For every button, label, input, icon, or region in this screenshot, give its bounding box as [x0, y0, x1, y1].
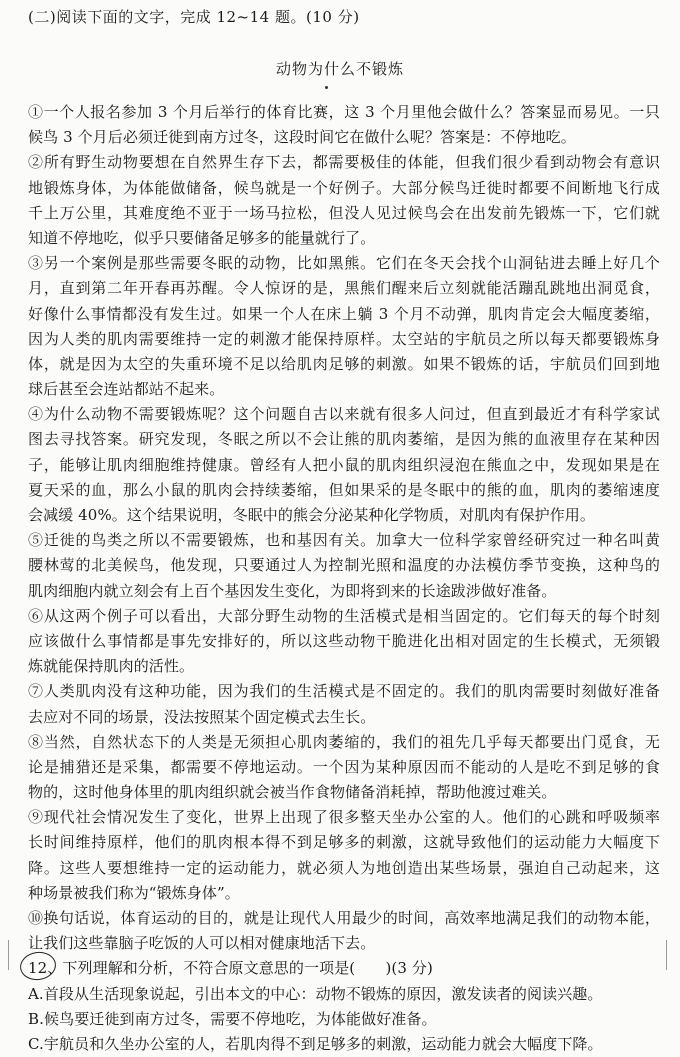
option-a: A.首段从生活现象说起，引出本文的中心：动物不锻炼的原因，激发读者的阅读兴趣。: [28, 984, 603, 1003]
text-line: 地锻炼身体，为体能做储备，候鸟就是一个好例子。大部分候鸟迁徙时都要不间断地飞行成: [28, 178, 660, 197]
text-line: ④为什么动物不需要锻炼呢？这个问题自古以来就有很多人问过，但直到最近才有科学家试: [28, 405, 660, 424]
text-line: ⑦人类肌肉没有这种功能，因为我们的生活模式是不固定的。我们的肌肉需要时刻做好准备: [28, 682, 660, 701]
decorative-dot: [325, 86, 328, 89]
question-stem-line: [28, 956, 660, 981]
text-line: 好像什么事情都没有发生过。如果一个人在床上躺 3 个月不动弹，肌肉肯定会大幅度萎缩，: [28, 304, 660, 323]
text-line: 图去寻找答案。研究发现，冬眠之所以不会让熊的肌肉萎缩，是因为熊的血液里存在某种因: [28, 430, 660, 449]
text-line: ③另一个案例是那些需要冬眠的动物，比如黑熊。它们在冬天会找个山洞钻进去睡上好几个: [28, 254, 660, 273]
option-c: C.宇航员和久坐办公室的人，若肌肉得不到足够多的刺激，运动能力就会大幅度下降。: [28, 1034, 603, 1053]
text-line: 知道不停地吃，似乎只要储备足够多的能量就行了。: [28, 228, 376, 247]
text-line: 球后甚至会连站都站不起来。: [28, 380, 225, 399]
text-line: 会减缓 40%。这个结果说明，冬眠中的熊会分泌某种化学物质，对肌肉有保护作用。: [28, 506, 596, 524]
margin-line: [8, 940, 9, 970]
text-line: 炼就能保持肌肉的活性。: [28, 657, 195, 676]
text-line: 去应对不同的场景，没法按照某个固定模式去生长。: [28, 707, 376, 726]
article-body: [28, 100, 660, 1057]
text-line: 应该做什么事情都是事先安排好的，所以这些动物干脆进化出相对固定的生长模式，无须锻: [28, 631, 660, 650]
text-line: 腰林莺的北美候鸟，他发现，只要通过人为控制光照和温度的办法模仿季节变换，这种鸟的: [28, 556, 660, 575]
text-line: 月，直到第二年开春再苏醒。令人惊讶的是，黑熊们醒来后立刻就能活蹦乱跳地出洞觅食，: [28, 279, 660, 298]
text-line: ①一个人报名参加 3 个月后举行的体育比赛，这 3 个月里他会做什么？答案显而易见。一只: [28, 103, 660, 121]
text-line: ②所有野生动物要想在自然界生存下去，都需要极佳的体能，但我们很少看到动物会有意识: [28, 153, 660, 172]
text-line: 因为人类的肌肉需要维持一定的刺激才能保持原样。太空站的宇航员之所以每天都要锻炼身: [28, 329, 660, 348]
option-b: B.候鸟要迁徙到南方过冬，需要不停地吃，为体能做好准备。: [28, 1009, 437, 1028]
text-line: ⑥从这两个例子可以看出，大部分野生动物的生活模式是相当固定的。它们每天的每个时刻: [28, 606, 660, 625]
text-line: 千上万公里，其难度绝不亚于一场马拉松，但没人见过候鸟会在出发前先锻炼一下，它们就: [28, 203, 660, 222]
text-line: 体，就是因为太空的失重环境不足以给肌肉足够的刺激。如果不锻炼的话，宇航员们回到地: [28, 354, 660, 373]
text-line: 夏天采的血，那么小鼠的肌肉会持续萎缩，但如果采的是冬眠中的熊的血，肌肉的萎缩速度: [28, 480, 660, 499]
text-line: ⑨现代社会情况发生了变化，世界上出现了很多整天坐办公室的人。他们的心跳和呼吸频率: [28, 808, 660, 827]
text-line: 物的，这时他身体里的肌肉组织就会被当作食物储备消耗掉，帮助他渡过难关。: [28, 783, 557, 802]
question-stem: 、下列理解和分析，不符合原文意思的一项是( )(3 分): [47, 959, 433, 978]
text-line: ⑧当然，自然状态下的人类是无须担心肌肉萎缩的，我们的祖先几乎每天都要出门觅食，无: [28, 732, 660, 751]
text-line: 候鸟 3 个月后必须迁徙到南方过冬，这段时间它在做什么呢？答案是：不停地吃。: [28, 128, 576, 147]
text-line: 种场景被我们称为“锻炼身体”。: [28, 883, 240, 902]
text-line: 论是捕猎还是采集，都需要不停地运动。一个因为某种原因而不能动的人是吃不到足够的食: [28, 757, 660, 776]
text-line: 肌肉细胞内就立刻会有上百个基因发生变化，为即将到来的长途跋涉做好准备。: [28, 581, 557, 600]
question-number: 12: [28, 956, 47, 981]
margin-line: [666, 940, 667, 970]
text-line: 降。这些人要想维持一定的运动能力，就必须人为地创造出某些场景，强迫自己动起来，这: [28, 858, 660, 877]
text-line: 子，能够让肌肉细胞维持健康。曾经有人把小鼠的肌肉组织浸泡在熊血之中，发现如果是在: [28, 455, 660, 474]
text-line: ⑩换句话说，体育运动的目的，就是让现代人用最少的时间，高效率地满足我们的动物本能，: [28, 909, 660, 927]
text-line: ⑤迁徙的鸟类之所以不需要锻炼，也和基因有关。加拿大一位科学家曾经研究过一种名叫黄: [28, 531, 660, 550]
text-line: 让我们这些靠脑子吃饭的人可以相对健康地活下去。: [28, 934, 376, 953]
section-heading: (二)阅读下面的文字，完成 12~14 题。(10 分): [28, 8, 360, 26]
text-line: 长时间维持原样，他们的肌肉根本得不到足够多的刺激，这就导致他们的运动能力大幅度下: [28, 833, 660, 852]
article-title: 动物为什么不锻炼: [275, 60, 404, 78]
